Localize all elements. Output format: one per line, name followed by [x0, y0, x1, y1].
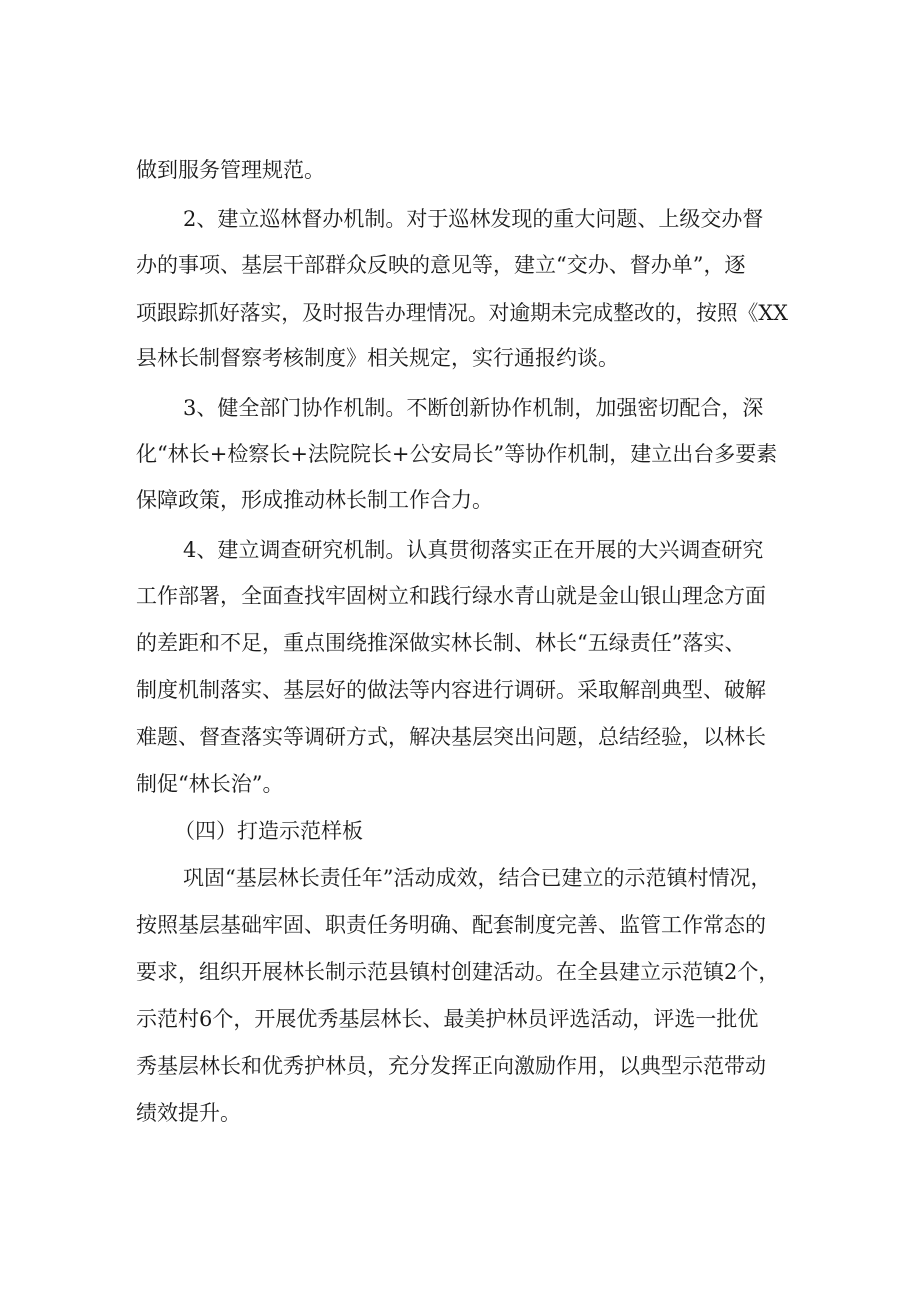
- line-text: 办的事项、基层干部群众反映的意见等，建立“交办、督办单”，逐: [136, 253, 746, 277]
- line-text: 3、健全部门协作机制。不断创新协作机制，加强密切配合，深: [183, 396, 764, 420]
- line-text: 绩效提升。: [136, 1101, 241, 1125]
- line-text: 的差距和不足，重点围绕推深做实林长制、林长“五绿责任”落实、: [136, 631, 746, 655]
- text-line: [0, 672, 920, 708]
- text-line: [0, 436, 920, 472]
- line-text: 4、建立调查研究机制。认真贯彻落实正在开展的大兴调查研究: [183, 538, 764, 562]
- line-text: 化“林长+检察长+法院院长+公安局长”等协作机制，建立出台多要素: [136, 442, 778, 466]
- text-line: [0, 247, 920, 283]
- text-line: [0, 1048, 920, 1084]
- line-text: 难题、督查落实等调研方式，解决基层突出问题，总结经验，以林长: [136, 725, 766, 749]
- line-text: 工作部署，全面查找牢固树立和践行绿水青山就是金山银山理念方面: [136, 584, 766, 608]
- line-text: 要求，组织开展林长制示范县镇村创建活动。在全县建立示范镇2个，: [136, 960, 780, 984]
- line-text: 项跟踪抓好落实，及时报告办理情况。对逾期未完成整改的，按照《XX: [136, 301, 788, 325]
- text-line: [0, 625, 920, 661]
- text-line: [0, 766, 920, 802]
- line-text: 2、建立巡林督办机制。对于巡林发现的重大问题、上级交办督: [183, 207, 764, 231]
- line-text: 保障政策，形成推动林长制工作合力。: [136, 488, 493, 512]
- text-line: [0, 340, 920, 376]
- text-line: [0, 1095, 920, 1131]
- text-line: [0, 860, 920, 896]
- text-line: [0, 954, 920, 990]
- text-line: [0, 719, 920, 755]
- section-heading: [0, 813, 920, 849]
- line-text: 制度机制落实、基层好的做法等内容进行调研。采取解剖典型、破解: [136, 678, 766, 702]
- heading-text: （四）打造示范样板: [174, 819, 363, 843]
- text-line: [0, 295, 920, 331]
- text-line: [0, 578, 920, 614]
- text-line: [0, 482, 920, 518]
- text-line: [0, 201, 920, 237]
- text-line: [0, 152, 920, 188]
- line-text: 制促“林长治”。: [136, 772, 284, 796]
- text-line: [0, 907, 920, 943]
- line-text: 秀基层林长和优秀护林员，充分发挥正向激励作用，以典型示范带动: [136, 1054, 766, 1078]
- line-text: 示范村6个，开展优秀基层林长、最美护林员评选活动，评选一批优: [136, 1007, 759, 1031]
- text-line: [0, 390, 920, 426]
- text-line: [0, 532, 920, 568]
- text-line: [0, 1001, 920, 1037]
- line-text: 做到服务管理规范。: [136, 158, 325, 182]
- line-text: 县林长制督察考核制度》相关规定，实行通报约谈。: [136, 346, 619, 370]
- line-text: 巩固“基层林长责任年”活动成效，结合已建立的示范镇村情况，: [183, 866, 772, 890]
- line-text: 按照基层基础牢固、职责任务明确、配套制度完善、监管工作常态的: [136, 913, 766, 937]
